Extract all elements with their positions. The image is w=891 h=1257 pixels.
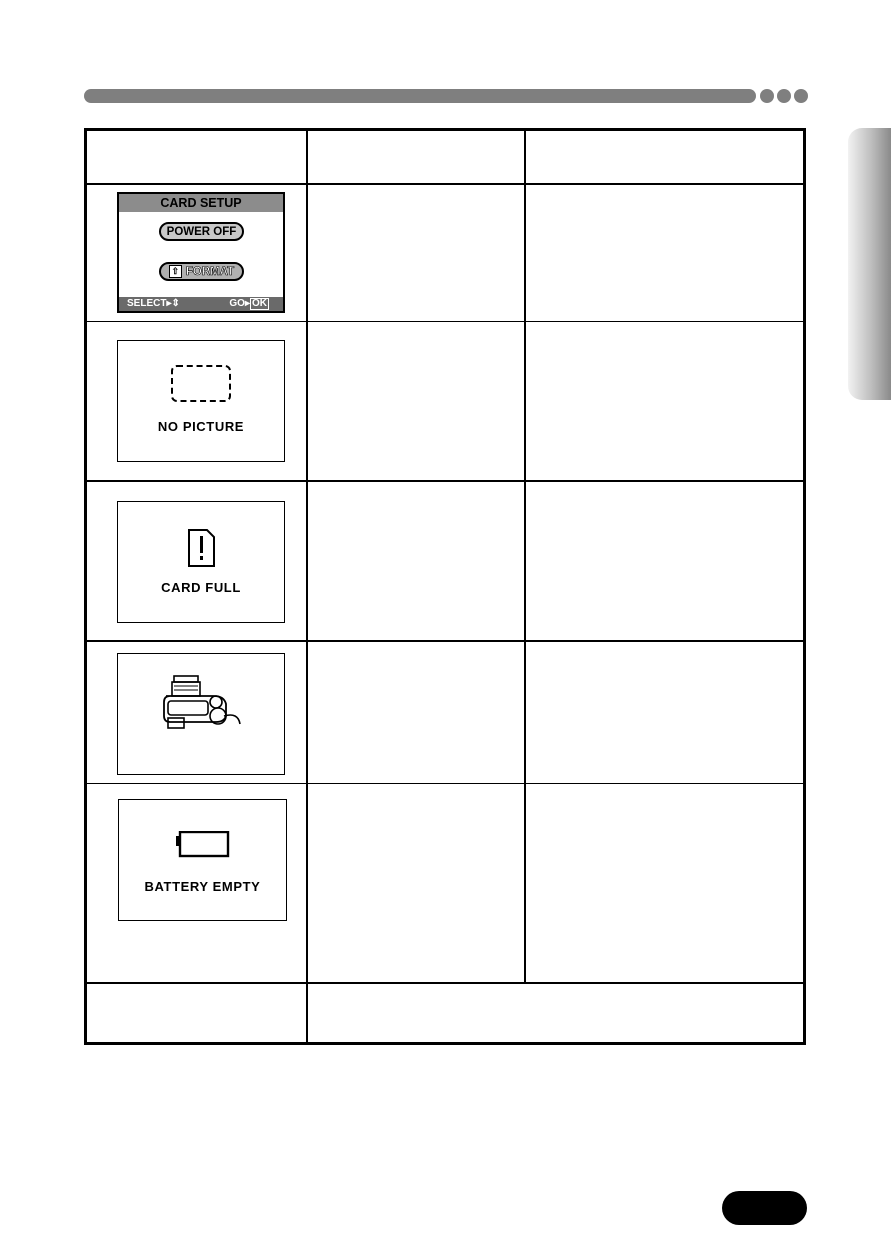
go-hint: GO▸ OK <box>229 298 267 309</box>
card-setup-footer <box>119 297 283 311</box>
battery-empty-icon <box>175 831 231 859</box>
row-divider <box>84 321 806 322</box>
format-option <box>159 262 244 281</box>
header-dot <box>760 89 774 103</box>
power-off-option: POWER OFF <box>159 222 244 241</box>
page-number-badge <box>722 1191 807 1225</box>
row-divider <box>84 183 806 185</box>
header-bar <box>84 89 756 103</box>
row-divider <box>84 480 806 482</box>
card-setup-screen <box>117 192 285 313</box>
column-divider <box>306 128 308 1045</box>
row-divider <box>84 640 806 642</box>
no-picture-label: NO PICTURE <box>157 419 245 434</box>
header-dot <box>794 89 808 103</box>
card-warning-icon <box>187 528 217 568</box>
format-label: FORMAT <box>185 266 235 278</box>
card-full-screen <box>117 501 285 623</box>
card-setup-title: CARD SETUP <box>119 194 283 212</box>
header-dot <box>777 89 791 103</box>
ok-box: OK <box>252 298 267 309</box>
card-full-label: CARD FULL <box>161 580 241 595</box>
go-label: GO <box>229 298 245 309</box>
dashed-frame-icon <box>171 365 231 402</box>
no-picture-screen <box>117 340 285 462</box>
row-divider <box>84 982 806 984</box>
select-arrows-icon: ▸⇕ <box>166 298 180 309</box>
lens-error-screen <box>117 653 285 775</box>
battery-empty-label: BATTERY EMPTY <box>144 879 261 894</box>
row-divider <box>84 783 806 784</box>
select-hint <box>127 297 180 311</box>
battery-empty-screen <box>118 799 287 921</box>
camera-icon <box>160 672 250 732</box>
format-icon: ⇧ <box>169 265 182 278</box>
select-label: SELECT <box>127 298 167 309</box>
column-divider <box>524 128 526 984</box>
side-tab <box>848 128 891 400</box>
